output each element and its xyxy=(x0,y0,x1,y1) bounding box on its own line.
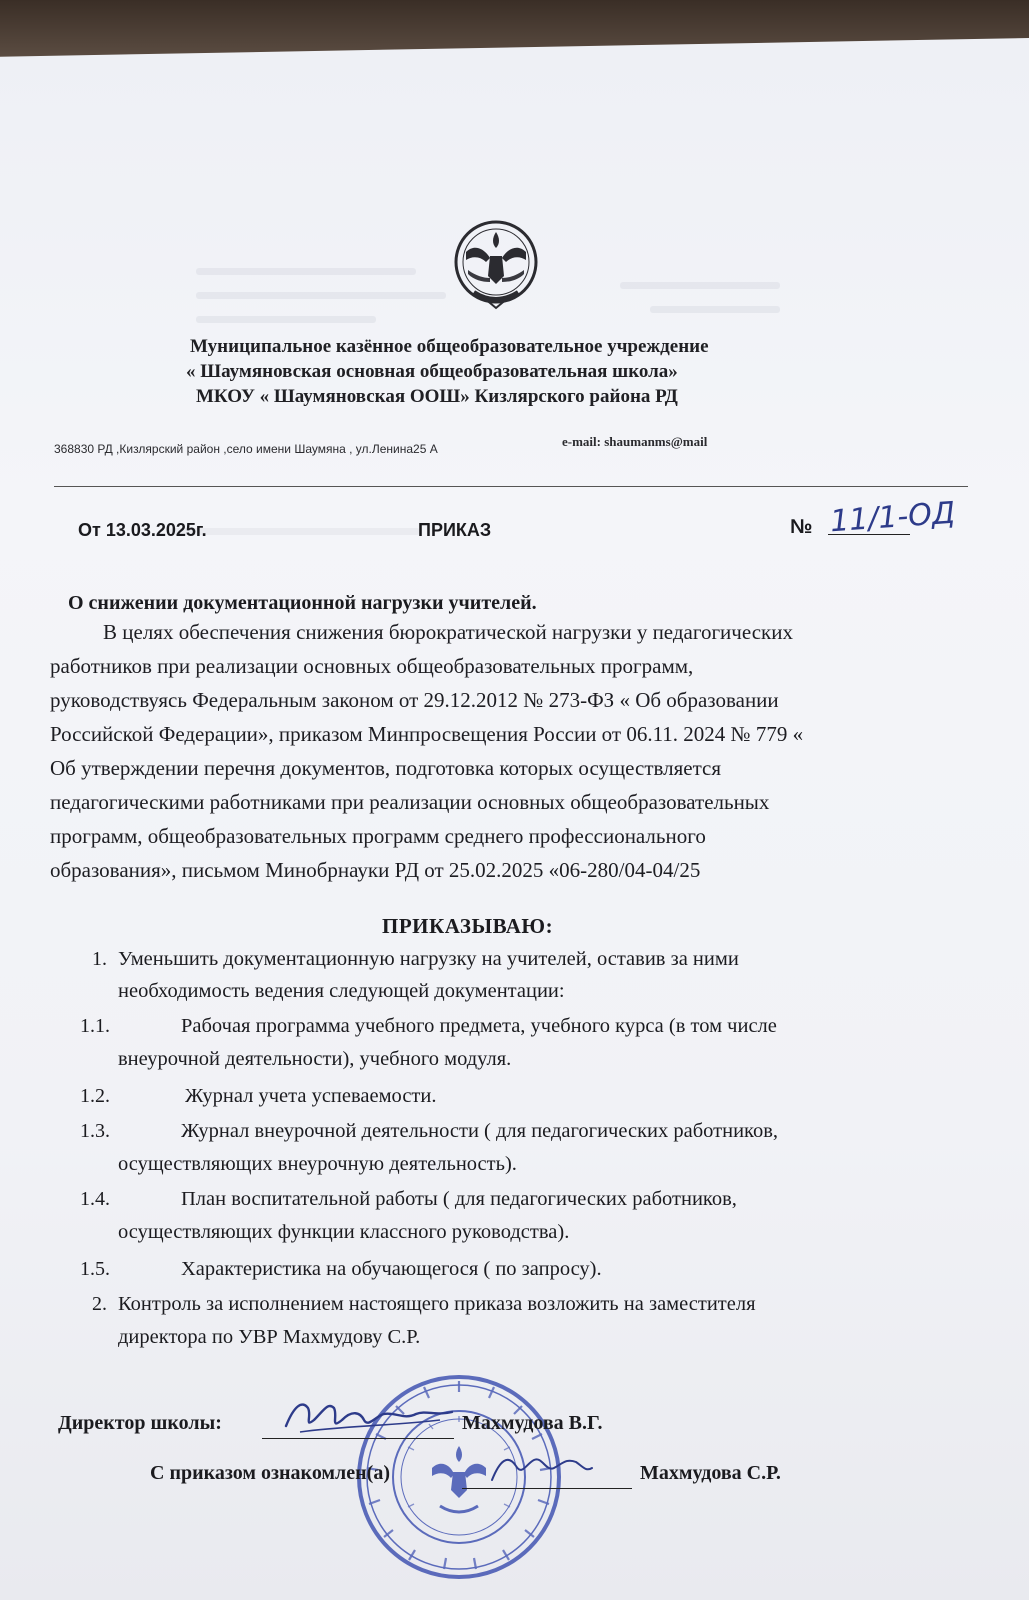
item-text: Журнал внеурочной деятельности ( для педагогических работников, xyxy=(181,1120,779,1142)
item-text: Журнал учета успеваемости. xyxy=(185,1085,437,1107)
preamble-line: программ, общеобразовательных программ среднего профессионального xyxy=(50,824,706,848)
acquainted-label: С приказом ознакомлен(а) xyxy=(150,1462,390,1484)
bleed-through-text xyxy=(620,282,780,289)
item-number: 2. xyxy=(92,1293,107,1315)
preamble-line: В целях обеспечения снижения бюрократической нагрузки у педагогических xyxy=(103,620,793,644)
bleed-through-text xyxy=(196,316,376,323)
preamble-line: педагогическими работниками при реализации основных общеобразовательных xyxy=(50,790,770,814)
item-text: План воспитательной работы ( для педагогических работников, xyxy=(181,1188,737,1210)
item-text: осуществляющих функции классного руководства). xyxy=(118,1221,570,1243)
order-number-label: № xyxy=(790,516,813,538)
bleed-through-text xyxy=(170,528,420,535)
org-address: 368830 РД ,Кизлярский район ,село имени Шаумяна , ул.Ленина25 А xyxy=(54,442,438,456)
item-text: осуществляющих внеурочную деятельность). xyxy=(118,1153,517,1175)
order-number-handwritten: 11/1-ОД xyxy=(828,495,957,540)
order-subject: О снижении документационной нагрузки учителей. xyxy=(68,592,537,614)
preamble-line: работников при реализации основных общеобразовательных программ, xyxy=(50,654,694,678)
order-title: ПРИКАЗ xyxy=(418,520,492,540)
item-text: Характеристика на обучающегося ( по запросу). xyxy=(181,1258,602,1280)
org-email: e-mail: shaumanms@mail xyxy=(562,434,708,449)
org-name-line1: Муниципальное казённое общеобразовательное учреждение xyxy=(190,336,709,357)
acquainted-name: Махмудова С.Р. xyxy=(640,1462,781,1484)
order-date: От 13.03.2025г. xyxy=(78,520,207,540)
director-name: Махмудова В.Г. xyxy=(462,1412,603,1434)
bleed-through-text xyxy=(196,268,416,275)
header-divider xyxy=(54,486,968,487)
preamble-line: Российской Федерации», приказом Минпросвещения России от 06.11. 2024 № 779 « xyxy=(50,722,804,746)
item-text: Рабочая программа учебного предмета, учебного курса (в том числе xyxy=(181,1015,777,1037)
bleed-through-text xyxy=(650,306,780,313)
item-text: внеурочной деятельности), учебного модуля. xyxy=(118,1048,512,1070)
preamble-line: Об утверждении перечня документов, подготовка которых осуществляется xyxy=(50,756,722,780)
item-text: необходимость ведения следующей документации: xyxy=(118,980,565,1002)
coat-of-arms-emblem xyxy=(446,218,546,310)
director-label: Директор школы: xyxy=(58,1412,222,1434)
item-number: 1.1. xyxy=(80,1015,110,1037)
item-text: Уменьшить документационную нагрузку на учителей, оставив за ними xyxy=(118,948,739,970)
item-number: 1.4. xyxy=(80,1188,110,1210)
item-text: директора по УВР Махмудову С.Р. xyxy=(118,1326,421,1348)
director-signature xyxy=(280,1386,460,1446)
item-number: 1.5. xyxy=(80,1258,110,1280)
preamble-line: образования», письмом Минобрнауки РД от 25.02.2025 «06-280/04-04/25 xyxy=(50,858,701,882)
order-directive-word: ПРИКАЗЫВАЮ: xyxy=(382,914,554,938)
org-name-line2: « Шаумяновская основная общеобразовательная школа» xyxy=(186,361,678,382)
acquainted-signature xyxy=(486,1446,596,1490)
item-number: 1.3. xyxy=(80,1120,110,1142)
item-number: 1. xyxy=(92,948,107,970)
item-number: 1.2. xyxy=(80,1085,110,1107)
item-text: Контроль за исполнением настоящего приказа возложить на заместителя xyxy=(118,1293,756,1315)
org-name-line3: МКОУ « Шаумяновская ООШ» Кизлярского района РД xyxy=(196,386,678,407)
preamble-line: руководствуясь Федеральным законом от 29.12.2012 № 273-ФЗ « Об образовании xyxy=(50,688,779,712)
bleed-through-text xyxy=(196,292,446,299)
